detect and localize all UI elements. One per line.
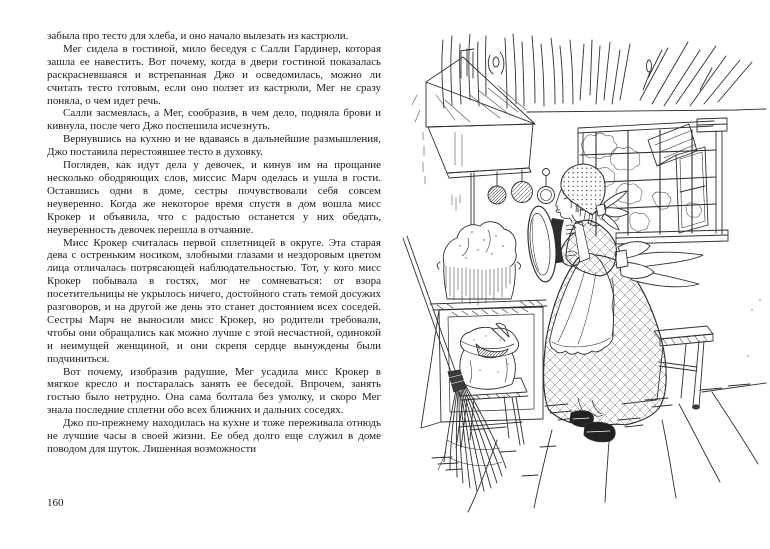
paragraph: забыла про тесто для хлеба, и оно начало вылезать из кастрюли. [47,30,349,42]
hanging-pot-icon [488,186,506,204]
dough-pot [437,222,520,305]
hanging-rod [471,173,474,228]
paragraph: Джо по-прежнему находилась на кухне и тоже переживала отнюдь не лучшие часы в своей жизни. Ее обед долго еще служил в доме поводом для шуток. Лишенная возможности [47,417,381,455]
paragraph: Вернувшись на кухню и не вдаваясь в дальнейшие размышления, Джо поставила перестоявшее тесто в духовку. [47,133,381,159]
paragraph: Мисс Крокер считалась первой сплетницей в округе. Эта старая дева с остреньким носиком, злобными глазами и нездоровым цветом лица отличалась потрясающей наблюдательностью. Тот, у кого мисс Крокер побывала в гостях, мог не сомневаться: от взора посетительницы не укрылось ничего, достойного стать темой досужих разговоров, и на другой же день это станет достоянием всех соседей. Сестры Марч не выносили мисс Крокер, но родители требовали, чтобы они обращались как можно лучше с этой несчастной, одинокой и неимущей женщиной, и они скрепя сердце вынуждены были подчиниться. [47,236,381,365]
paragraph: Салли засмеялась, а Мег, сообразив, в чем дело, подняла брови и кивнула, после чего Джо поспешила исчезнуть. [47,107,381,133]
paragraph: Поглядев, как идут дела у девочек, и кинув им на прощание несколько ободряющих слов, миссис Марч оделась и ушла в гости. Оставшись одни в доме, сестры почувствовали себя совсем неуверенно. Когда же некоторое время спустя в дом вошла мисс Крокер и объявила, что с радостью останется у них обедать, неуверенность девочек перешла в отчаяние. [47,159,381,236]
text-column [47,30,381,456]
paragraph: Вот почему, изобразив радушие, Мег усадила мисс Крокер в мягкое кресло и постаралась занять ее беседой. Впрочем, занять гостью было нетрудно. Она сама болтала без умолку, и скоро Мег знала последние сплетни обо всех ближних и дальних соседях. [47,365,381,417]
hanging-pan-icon [512,182,533,203]
frying-pan-icon [538,187,555,204]
wood-wall [442,34,766,112]
kitchen-illustration [396,26,770,526]
page-number: 160 [47,497,64,509]
flour-sack [460,323,519,389]
platter [525,205,560,283]
paragraph: Мег сидела в гостиной, мило беседуя с Салли Гардинер, которая зашла ее навестить. Вот почему, когда в двери гостиной показалась раскрасневшаяся и встрепанная Джо и осведомилась, можно ли считать тесто готовым, если оно ползет из кастрюли, Мег не сразу поняла, о чем идет речь. [47,42,381,107]
